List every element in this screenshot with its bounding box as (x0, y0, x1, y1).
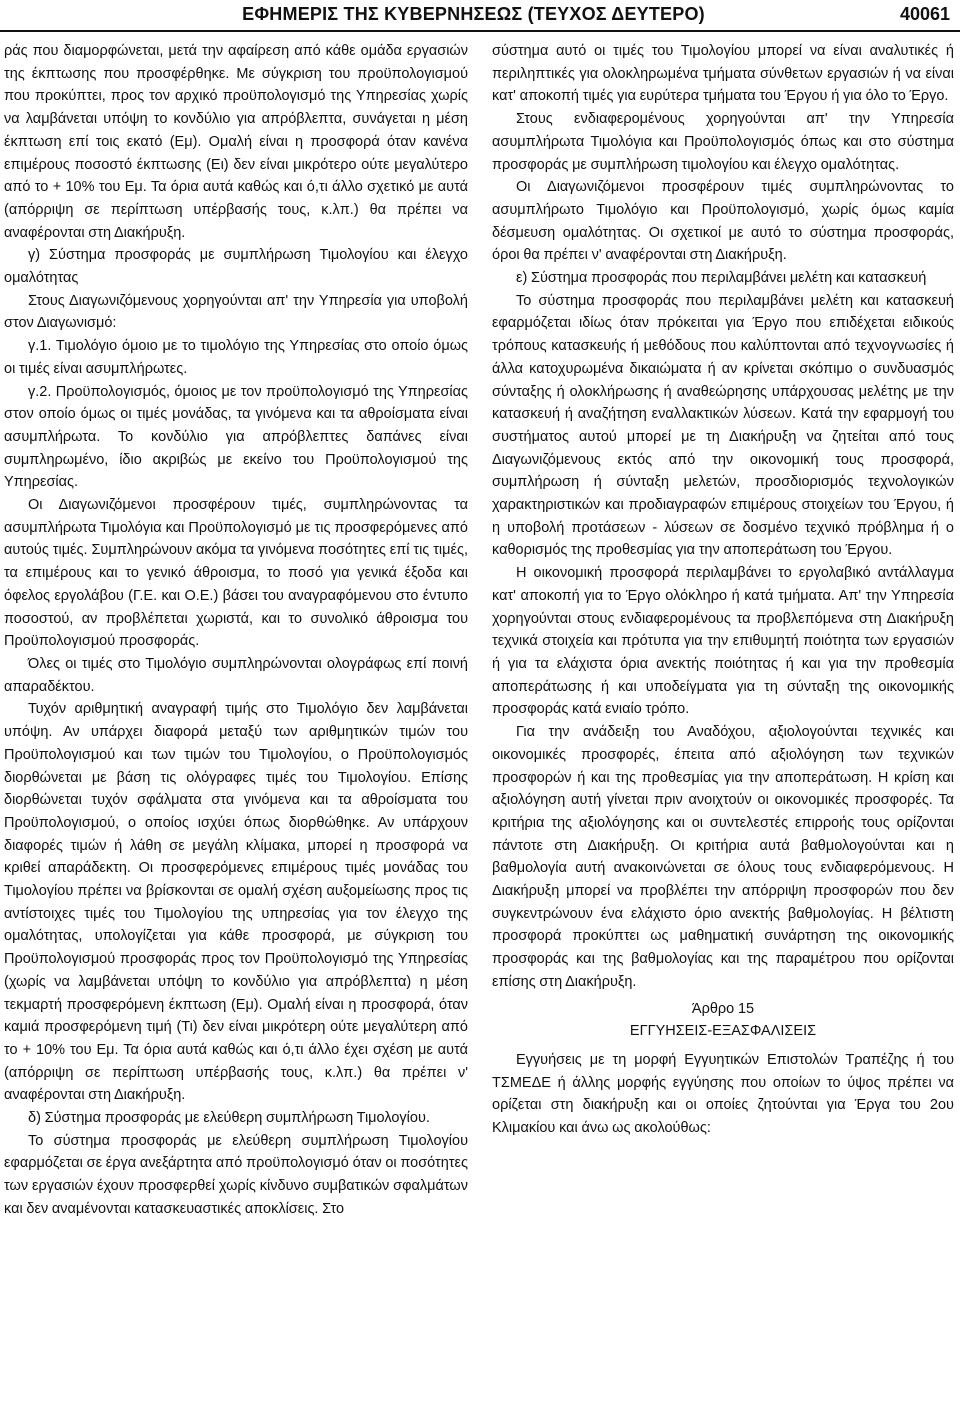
paragraph: Όλες οι τιμές στο Τιμολόγιο συμπληρώνονται ολογράφως επί ποινή απαραδέκτου. (4, 655, 468, 695)
gazette-title: ΕΦΗΜΕΡΙΣ ΤΗΣ ΚΥΒΕΡΝΗΣΕΩΣ (ΤΕΥΧΟΣ ΔΕΥΤΕΡΟ) (242, 4, 705, 24)
paragraph: Εγγυήσεις με τη μορφή Εγγυητικών Επιστολών Τραπέζης ή του ΤΣΜΕΔΕ ή άλλης μορφής εγγύησης που οποίων το ύψος πρέπει να ορίζεται στη διακήρυξη και οι οποίες ζητούνται για Έργα του 2ου Κλιμακίου και άνω ως ακολούθως: (492, 1051, 954, 1137)
paragraph: Η οικονομική προσφορά περιλαμβάνει το εργολαβικό αντάλλαγμα κατ' αποκοπή για το Έργο ολόκληρο ή κατά τμήματα. Απ' την Υπηρεσία χορηγούνται στους ενδιαφερομένους τα προβλεπόμενα στη Διακήρυξη τεχνικά στοιχεία και πρότυπα για την επιθυμητή ποιότητα των εργασιών ή για τα ελάχιστα όρια ανεκτής ποιότητας ή και για την προθεσμία αποπεράτωσης ή και υποδείγματα για τη σύνταξη της οικονομικής προσφοράς κατά ενιαίο τρόπο. (492, 565, 954, 718)
paragraph: Τυχόν αριθμητική αναγραφή τιμής στο Τιμολόγιο δεν λαμβάνεται υπόψη. Αν υπάρχει διαφορά μεταξύ των αριθμητικών τιμών του Προϋπολογισμού και των τιμών του Τιμολογίου, ο Προϋπολογισμός διορθώνεται με βάση τις ολόγραφες τιμές του Τιμολογίου. Επίσης διορθώνεται τυχόν σφάλματα στα γινόμενα και τα αθροίσματα του Προϋπολογισμού, ο οποίος ισχύει όπως διορθώθηκε. Αν υπάρχουν διαφορές τιμών ή λάθη σε μεγάλη κλίμακα, μπορεί η προσφορά να κριθεί απαράδεκτη. Οι προσφερόμενες επιμέρους τιμές μονάδας του Τιμολογίου πρέπει να βρίσκονται σε ομαλή σχέση αυξομείωσης προς τις αντίστοιχες τιμές του Τιμολογίου της υπηρεσίας για τον έλεγχο της ομαλότητας, υπολογίζεται για κάθε προσφορά, με σύγκριση του Προϋπολογισμού προσφοράς προς τον Προϋπολογισμό της Υπηρεσίας (χωρίς να λαμβάνεται υπόψη το κονδύλιο για απρόβλεπτα) η μέση τεκμαρτή προσφερόμενη έκπτωση (Εμ). Ομαλή είναι η προσφορά, όταν καμιά προσφερόμενη τιμή (Τι) δεν είναι μικρότερη ούτε μεγαλύτερη από το + 10% του Εμ. Τα όρια αυτά καθώς και ό,τι άλλο έχει σχέση με αυτά (απόρριψη σε περίπτωση υπέρβασής τους, κ.λπ.) θα πρέπει ν' αναφέρονται στη Διακήρυξη. (4, 701, 468, 1104)
paragraph: Το σύστημα προσφοράς που περιλαμβάνει μελέτη και κατασκευή εφαρμόζεται ιδίως όταν πρόκειται για Έργο που επιδέχεται ειδικούς τρόπους κατασκευής ή μεθόδους που καλύπτονται από τεχνογνωσίες ή άλλα κατοχυρωμένα δικαιώματα ή αν κρίνεται σκόπιμο ο συνδυασμός σύνταξης ή ολοκλήρωσης ή αναθεώρησης υπάρχουσας μελέτης με την κατασκευή ή αναζήτηση εναλλακτικών λύσεων. Κατά την εφαρμογή του συστήματος αυτού μπορεί με τη Διακήρυξη να ζητείται από τους Διαγωνιζόμενους εκτός από την οικονομική τους προσφορά, συμπλήρωση ή σύνταξη μελετών, προσδιορισμός τεχνολογικών χαρακτηριστικών και προδιαγραφών επιμέρους στοιχείων του Έργου, ή η υποβολή προτάσεων - λύσεων σε δοσμένο τεχνικό πρόβλημα ή ο καθορισμός της προθεσμίας για την αποπεράτωση του Έργου. (492, 292, 954, 559)
paragraph: ράς που διαμορφώνεται, μετά την αφαίρεση από κάθε ομάδα εργασιών της έκπτωσης που προσφέρθηκε. Με σύγκριση του προϋπολογισμού που προκύπτει, προς τον αρχικό προϋπολογισμό της Υπηρεσίας χωρίς να λαμβάνεται υπόψη το κονδύλιο για απρόβλεπτα, συνάγεται η μέση έκπτωση επί τοις εκατό (Εμ). Ομαλή είναι η προσφορά όταν κανένα επιμέρους ποσοστό έκπτωσης (Ει) δεν είναι μικρότερο ούτε μεγαλύτερο από το + 10% του Εμ. Τα όρια αυτά καθώς και ό,τι άλλο σχετικό με αυτά (απόρριψη σε περίπτωση υπέρβασής τους, κ.λπ.) θα πρέπει να αναφέρονται στη Διακήρυξη. (4, 43, 468, 241)
left-column (4, 40, 468, 1420)
page-number: 40061 (899, 4, 950, 24)
paragraph: Οι Διαγωνιζόμενοι προσφέρουν τιμές συμπληρώνοντας το ασυμπλήρωτο Τιμολόγιο και Προϋπολογισμό, χωρίς όμως καμία δέσμευση ομαλότητας. Οι σχετικοί με αυτό το σύστημα προσφοράς, όροι θα πρέπει ν' αναφέρονται στη Διακήρυξη. (492, 179, 954, 264)
section-heading-d: δ) Σύστημα προσφοράς με ελεύθερη συμπλήρωση Τιμολογίου. (28, 1110, 430, 1127)
paragraph: γ.2. Προϋπολογισμός, όμοιος με τον προϋπολογισμό της Υπηρεσίας στον οποίο όμως οι τιμές μονάδας, τα γινόμενα και τα αθροίσματα είναι ασυμπλήρωτα. Το κονδύλιο για απρόβλεπτες δαπάνες είναι συμπληρωμένο, ίδιο ακριβώς με εκείνο του Προϋπολογισμού της Υπηρεσίας. (4, 383, 468, 491)
header-rule (0, 30, 960, 32)
paragraph: Οι Διαγωνιζόμενοι προσφέρουν τιμές, συμπληρώνοντας τα ασυμπλήρωτα Τιμολόγια και Προϋπολογισμό με τις προσφερόμενες από αυτούς τιμές. Συμπληρώνουν ακόμα τα γινόμενα ποσότητες επί τις τιμές, τα επιμέρους και το γενικό άθροισμα, το ποσό για γενικά έξοδα και όφελος εργολάβου (Γ.Ε. και Ο.Ε.) βάσει του αναγραφόμενου στο έντυπο ποσοστού, αν προβλέπεται χωριστά, και το συνολικό άθροισμα του Προϋπολογισμού προσφοράς. (4, 497, 468, 650)
article-title: ΕΓΓΥΗΣΕΙΣ-ΕΞΑΣΦΑΛΙΣΕΙΣ (629, 1023, 817, 1040)
page-header (0, 0, 960, 34)
section-heading-e: ε) Σύστημα προσφοράς που περιλαμβάνει μελέτη και κατασκευή (516, 270, 927, 287)
right-column (492, 40, 954, 1420)
paragraph: Στους ενδιαφερομένους χορηγούνται απ' την Υπηρεσία ασυμπλήρωτα Τιμολόγια και Προϋπολογισμός όπως και στο σύστημα προσφοράς με συμπλήρωση τιμολογίου και έλεγχο ομαλότητας. (492, 111, 954, 173)
paragraph: Για την ανάδειξη του Αναδόχου, αξιολογούνται τεχνικές και οικονομικές προσφορές, έπειτα από αξιολόγηση των τεχνικών προσφορών ή και της προθεσμίας για την αποπεράτωση. Η κρίση και αξιολόγηση αυτή γίνεται πριν ανοιχτούν οι οικονομικές προσφορές. Τα κριτήρια της αξιολόγησης και οι συντελεστές επιρροής τους ορίζονται πάντοτε στη Διακήρυξη. Οι κριτήρια αυτά βαθμολογούνται και η βαθμολογία αυτή ανακοινώνεται σε όλους τους ενδιαφερόμενους. Η Διακήρυξη μπορεί να προβλέπει την απόρριψη προσφορών που δεν συγκεντρώνουν ένα ελάχιστο όριο ανεκτής βαθμολογίας. Η βέλτιστη προσφορά προκύπτει ως μαθηματική συνάρτηση της οικονομικής προσφοράς και της βαθμολογίας και της παραμέτρου που ορίζονται επίσης στη Διακήρυξη. (492, 724, 954, 990)
paragraph: Το σύστημα προσφοράς με ελεύθερη συμπλήρωση Τιμολογίου εφαρμόζεται σε έργα ανεξάρτητα από προϋπολογισμό όταν οι ποσότητες των εργασιών έχουν προσφερθεί χωρίς κίνδυνο συμβατικών σφαλμάτων και δεν αναμένονται κατασκευαστικές αποκλίσεις. Στο (4, 1132, 468, 1217)
section-heading-c: γ) Σύστημα προσφοράς με συμπλήρωση Τιμολογίου και έλεγχο ομαλότητας (4, 247, 468, 287)
paragraph: σύστημα αυτό οι τιμές του Τιμολογίου μπορεί να είναι αναλυτικές ή περιληπτικές για ολοκληρωμένα τμήματα σύνθετων εργασιών ή να είναι κατ' αποκοπή τιμές για ευρύτερα τμήματα του Έργου ή για όλο το Έργο. (492, 43, 954, 105)
paragraph: Στους Διαγωνιζόμενους χορηγούνται απ' την Υπηρεσία για υποβολή στον Διαγωνισμό: (4, 292, 468, 332)
paragraph: γ.1. Τιμολόγιο όμοιο με το τιμολόγιο της Υπηρεσίας στο οποίο όμως οι τιμές είναι ασυμπλήρωτες. (4, 338, 468, 377)
article-number: Άρθρο 15 (691, 1000, 755, 1017)
